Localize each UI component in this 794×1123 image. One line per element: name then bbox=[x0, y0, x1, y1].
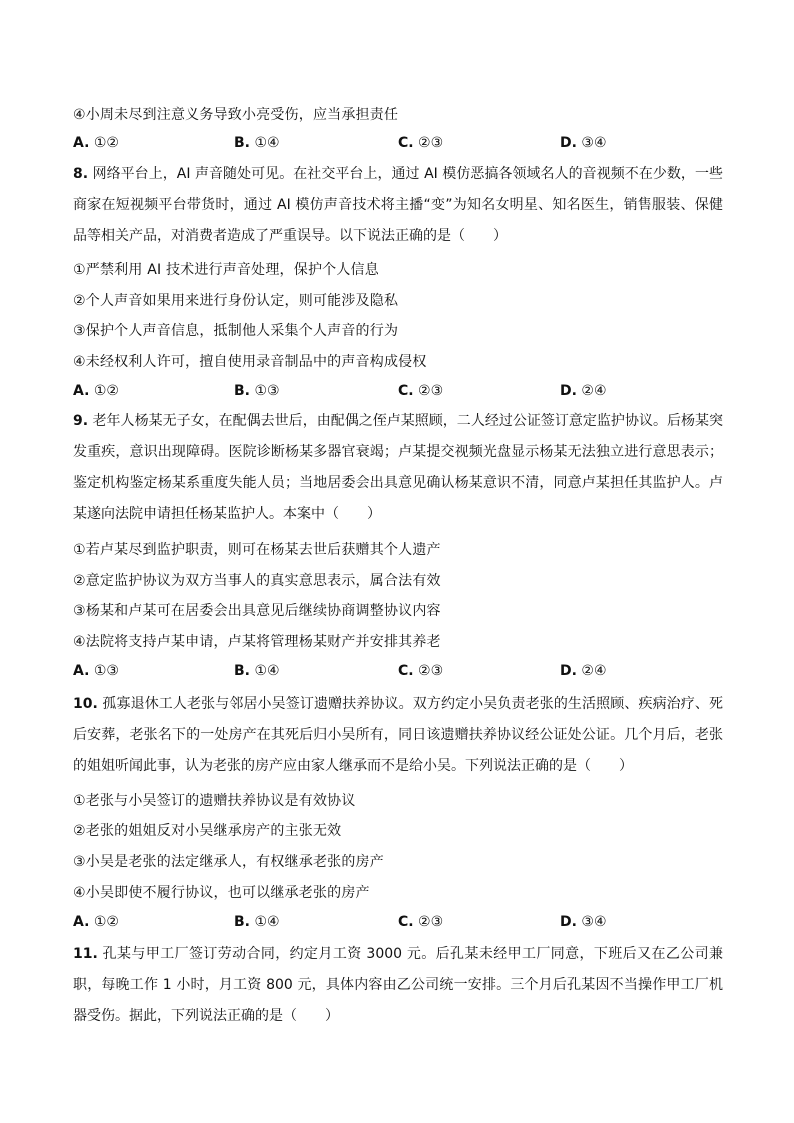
prev-option-c[interactable]: C. ②③ bbox=[398, 135, 444, 151]
question-9-stem: 9. 老年人杨某无子女，在配偶去世后，由配偶之侄卢某照顾，二人经过公证签订意定监护协议。后杨某突发重疾，意识出现障碍。医院诊断杨某多器官衰竭；卢某提交视频光盘显示杨某无法独立进行意思表示；鉴定机构鉴定杨某系重度失能人员；当地居委会出具意见确认杨某意识不清，同意卢某担任其监护人。卢某遂向法院申请担任杨某监护人。本案中（ ） bbox=[73, 413, 724, 522]
question-11-stem: 11. 孔某与甲工厂签订劳动合同，约定月工资 3000 元。后孔某未经甲工厂同意，下班后又在乙公司兼职，每晚工作 1 小时，月工资 800 元，具体内容由乙公司统一安排。三个月后孔某因不当操作甲工厂机器受伤。据此，下列说法正确的是（ ） bbox=[73, 946, 724, 1024]
question-10-statement-4: ④小吴即使不履行协议，也可以继承老张的房产 bbox=[73, 885, 370, 901]
question-9-option-a[interactable]: A. ①③ bbox=[73, 663, 119, 679]
question-10-statement-1: ①老张与小吴签订的遗赠扶养协议是有效协议 bbox=[73, 793, 356, 809]
question-8-option-a[interactable]: A. ①② bbox=[73, 383, 119, 399]
prev-option-b[interactable]: B. ①④ bbox=[234, 135, 280, 151]
question-8-option-b[interactable]: B. ①③ bbox=[234, 383, 280, 399]
prev-option-d[interactable]: D. ③④ bbox=[560, 135, 607, 151]
question-8-statement-1: ①严禁利用 AI 技术进行声音处理，保护个人信息 bbox=[73, 262, 379, 278]
prev-option-a[interactable]: A. ①② bbox=[73, 135, 119, 151]
prev-options bbox=[73, 135, 733, 155]
question-10-options bbox=[73, 914, 733, 934]
question-9-statement-2: ②意定监护协议为双方当事人的真实意思表示，属合法有效 bbox=[73, 573, 441, 589]
question-8-statement-4: ④未经权利人许可，擅自使用录音制品中的声音构成侵权 bbox=[73, 354, 427, 370]
question-8-number: 8. bbox=[73, 166, 89, 182]
question-9-option-d[interactable]: D. ②④ bbox=[560, 663, 607, 679]
question-10-number: 10. bbox=[73, 696, 98, 712]
question-11-number: 11. bbox=[73, 946, 98, 962]
question-9-statement-4: ④法院将支持卢某申请，卢某将管理杨某财产并安排其养老 bbox=[73, 634, 441, 650]
prev-statement-4: ④小周未尽到注意义务导致小亮受伤，应当承担责任 bbox=[73, 107, 399, 123]
question-10-statement-3: ③小吴是老张的法定继承人，有权继承老张的房产 bbox=[73, 854, 384, 870]
question-8-option-d[interactable]: D. ②④ bbox=[560, 383, 607, 399]
question-10-option-d[interactable]: D. ③④ bbox=[560, 914, 607, 930]
question-10-option-c[interactable]: C. ②③ bbox=[398, 914, 444, 930]
question-9-number: 9. bbox=[73, 413, 89, 429]
question-9-statement-1: ①若卢某尽到监护职责，则可在杨某去世后获赠其个人遗产 bbox=[73, 542, 441, 558]
question-8-options bbox=[73, 383, 733, 403]
question-8-statement-2: ②个人声音如果用来进行身份认定，则可能涉及隐私 bbox=[73, 293, 399, 309]
question-9-option-c[interactable]: C. ②③ bbox=[398, 663, 444, 679]
question-10-statement-2: ②老张的姐姐反对小吴继承房产的主张无效 bbox=[73, 823, 342, 839]
question-10-option-b[interactable]: B. ①④ bbox=[234, 914, 280, 930]
question-9-options bbox=[73, 663, 733, 683]
question-8-statement-3: ③保护个人声音信息，抵制他人采集个人声音的行为 bbox=[73, 323, 399, 339]
question-10-option-a[interactable]: A. ①② bbox=[73, 914, 119, 930]
question-9-option-b[interactable]: B. ①④ bbox=[234, 663, 280, 679]
question-8-stem: 8. 网络平台上，AI 声音随处可见。在社交平台上，通过 AI 模仿恶搞各领域名人的音视频不在少数，一些商家在短视频平台带货时，通过 AI 模仿声音技术将主播“变”为知名女明星、知名医生，销售服装、保健品等相关产品，对消费者造成了严重误导。以下说法正确的是（ ） bbox=[73, 166, 724, 244]
question-8-option-c[interactable]: C. ②③ bbox=[398, 383, 444, 399]
question-9-statement-3: ③杨某和卢某可在居委会出具意见后继续协商调整协议内容 bbox=[73, 603, 441, 619]
question-10-stem: 10. 孤寡退休工人老张与邻居小吴签订遗赠扶养协议。双方约定小吴负责老张的生活照顾、疾病治疗、死后安葬，老张名下的一处房产在其死后归小吴所有，同日该遗赠扶养协议经公证处公证。几个月后，老张的姐姐听闻此事，认为老张的房产应由家人继承而不是给小吴。下列说法正确的是（ ） bbox=[73, 696, 723, 774]
